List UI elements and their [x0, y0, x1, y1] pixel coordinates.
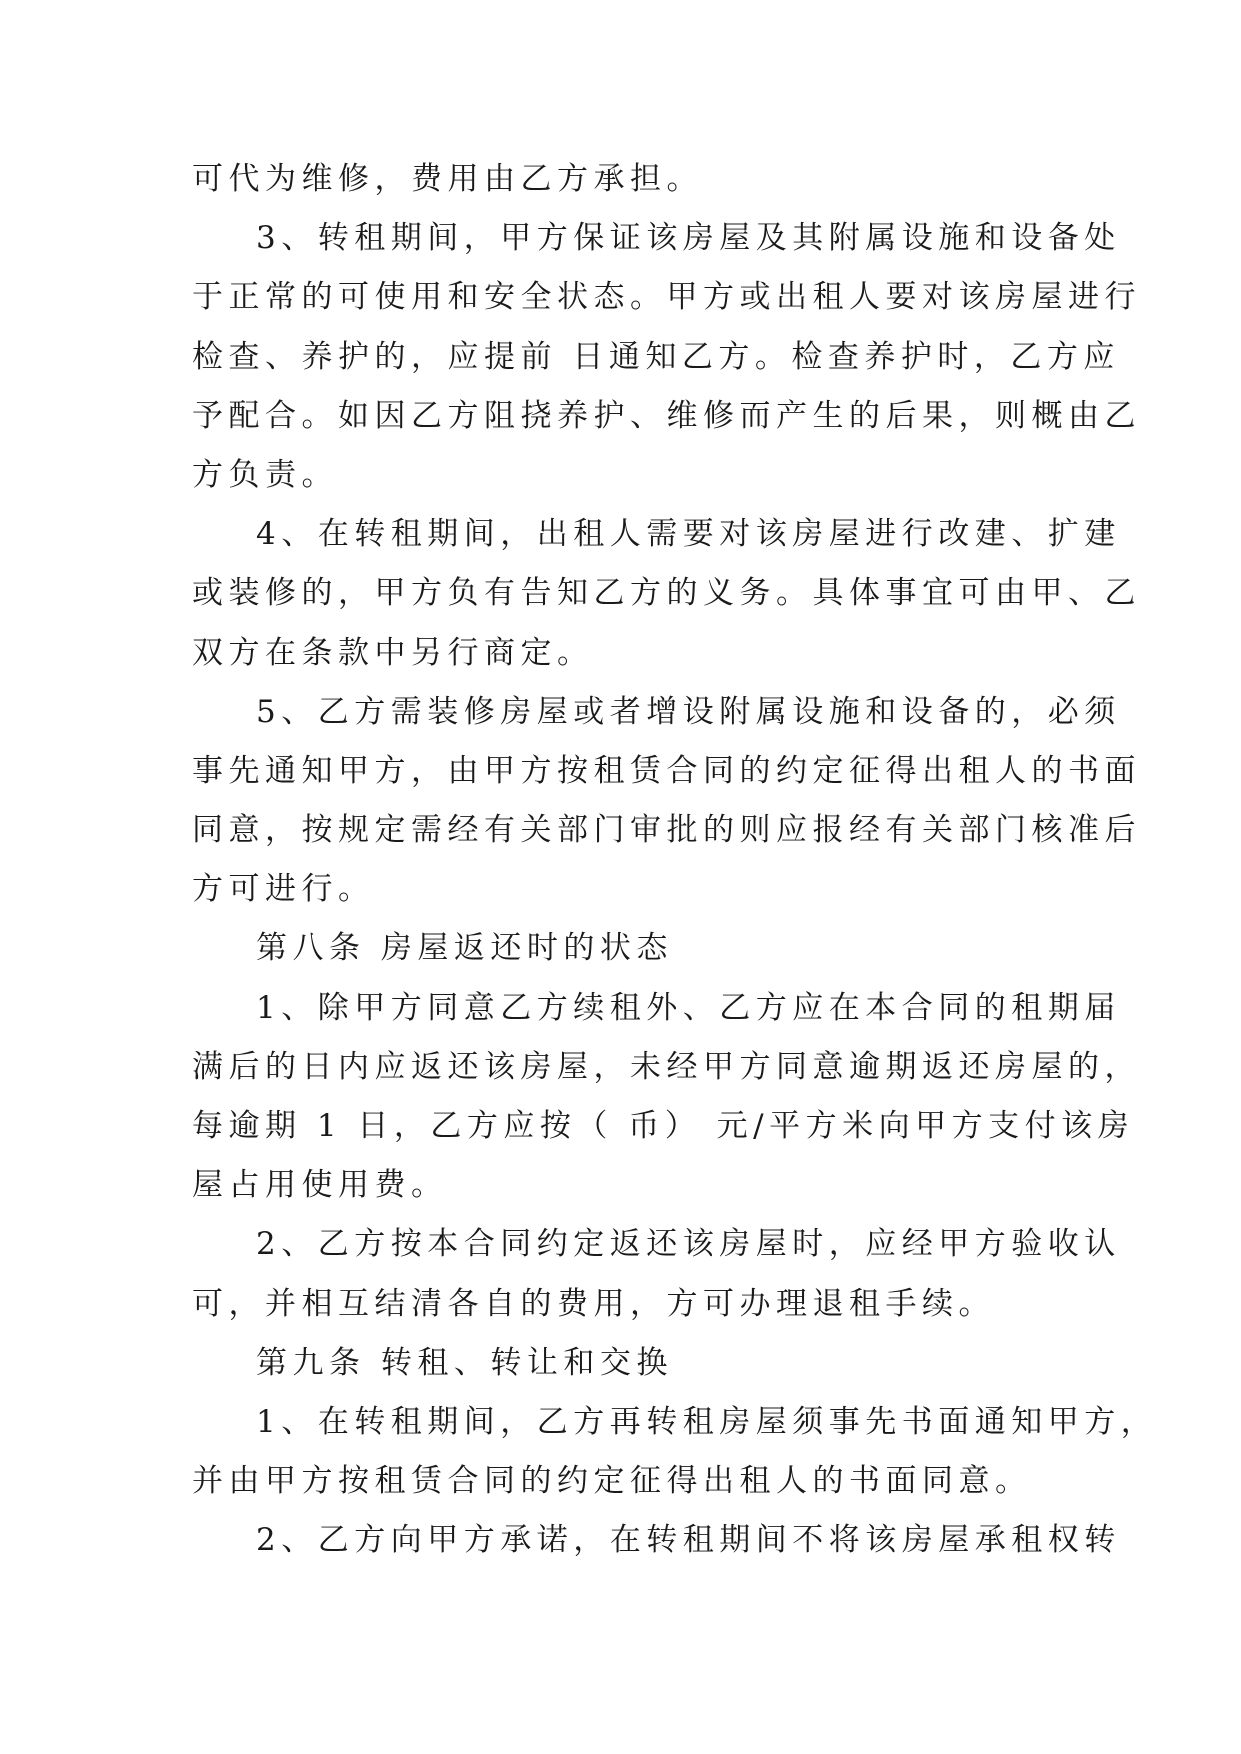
text-line: 检查、养护的，应提前 日通知乙方。检查养护时，乙方应: [192, 338, 1120, 375]
text-line: 方负责。: [192, 456, 338, 493]
text-line: 可代为维修，费用由乙方承担。: [192, 161, 703, 197]
text-line: 或装修的，甲方负有告知乙方的义务。具体事宜可由甲、乙: [192, 575, 1141, 612]
text-line: 第九条 转租、转让和交换: [256, 1344, 673, 1381]
text-line: 2、乙方按本合同约定返还该房屋时，应经甲方验收认: [256, 1226, 1121, 1263]
text-line: 并由甲方按租赁合同的约定征得出租人的书面同意。: [192, 1463, 1032, 1500]
text-line: 同意，按规定需经有关部门审批的则应报经有关部门核准后: [192, 812, 1141, 849]
text-line: 事先通知甲方，由甲方按租赁合同的约定征得出租人的书面: [192, 752, 1141, 789]
text-line: 屋占用使用费。: [192, 1167, 448, 1204]
text-line: 方可进行。: [192, 871, 375, 908]
text-line: 第八条 房屋返还时的状态: [256, 930, 673, 967]
text-line: 5、乙方需装修房屋或者增设附属设施和设备的，必须: [256, 693, 1121, 730]
text-line: 4、在转租期间，出租人需要对该房屋进行改建、扩建: [256, 516, 1121, 553]
text-line: 双方在条款中另行商定。: [192, 634, 594, 671]
text-line: 予配合。如因乙方阻挠养护、维修而产生的后果，则概由乙: [192, 397, 1141, 434]
text-line: 3、转租期间，甲方保证该房屋及其附属设施和设备处: [256, 220, 1121, 257]
document-body: [192, 150, 1158, 1571]
text-line: 1、除甲方同意乙方续租外、乙方应在本合同的租期届: [256, 989, 1121, 1026]
text-line: 1、在转租期间，乙方再转租房屋须事先书面通知甲方，: [256, 1403, 1158, 1440]
text-line: 于正常的可使用和安全状态。甲方或出租人要对该房屋进行: [192, 279, 1141, 316]
text-line: 2、乙方向甲方承诺，在转租期间不将该房屋承租权转: [256, 1522, 1121, 1559]
text-line: 每逾期 1 日，乙方应按（ 币） 元/平方米向甲方支付该房: [192, 1108, 1135, 1144]
text-line: 可，并相互结清各自的费用，方可办理退租手续。: [192, 1285, 995, 1322]
text-line: 满后的日内应返还该房屋，未经甲方同意逾期返还房屋的，: [192, 1048, 1141, 1085]
